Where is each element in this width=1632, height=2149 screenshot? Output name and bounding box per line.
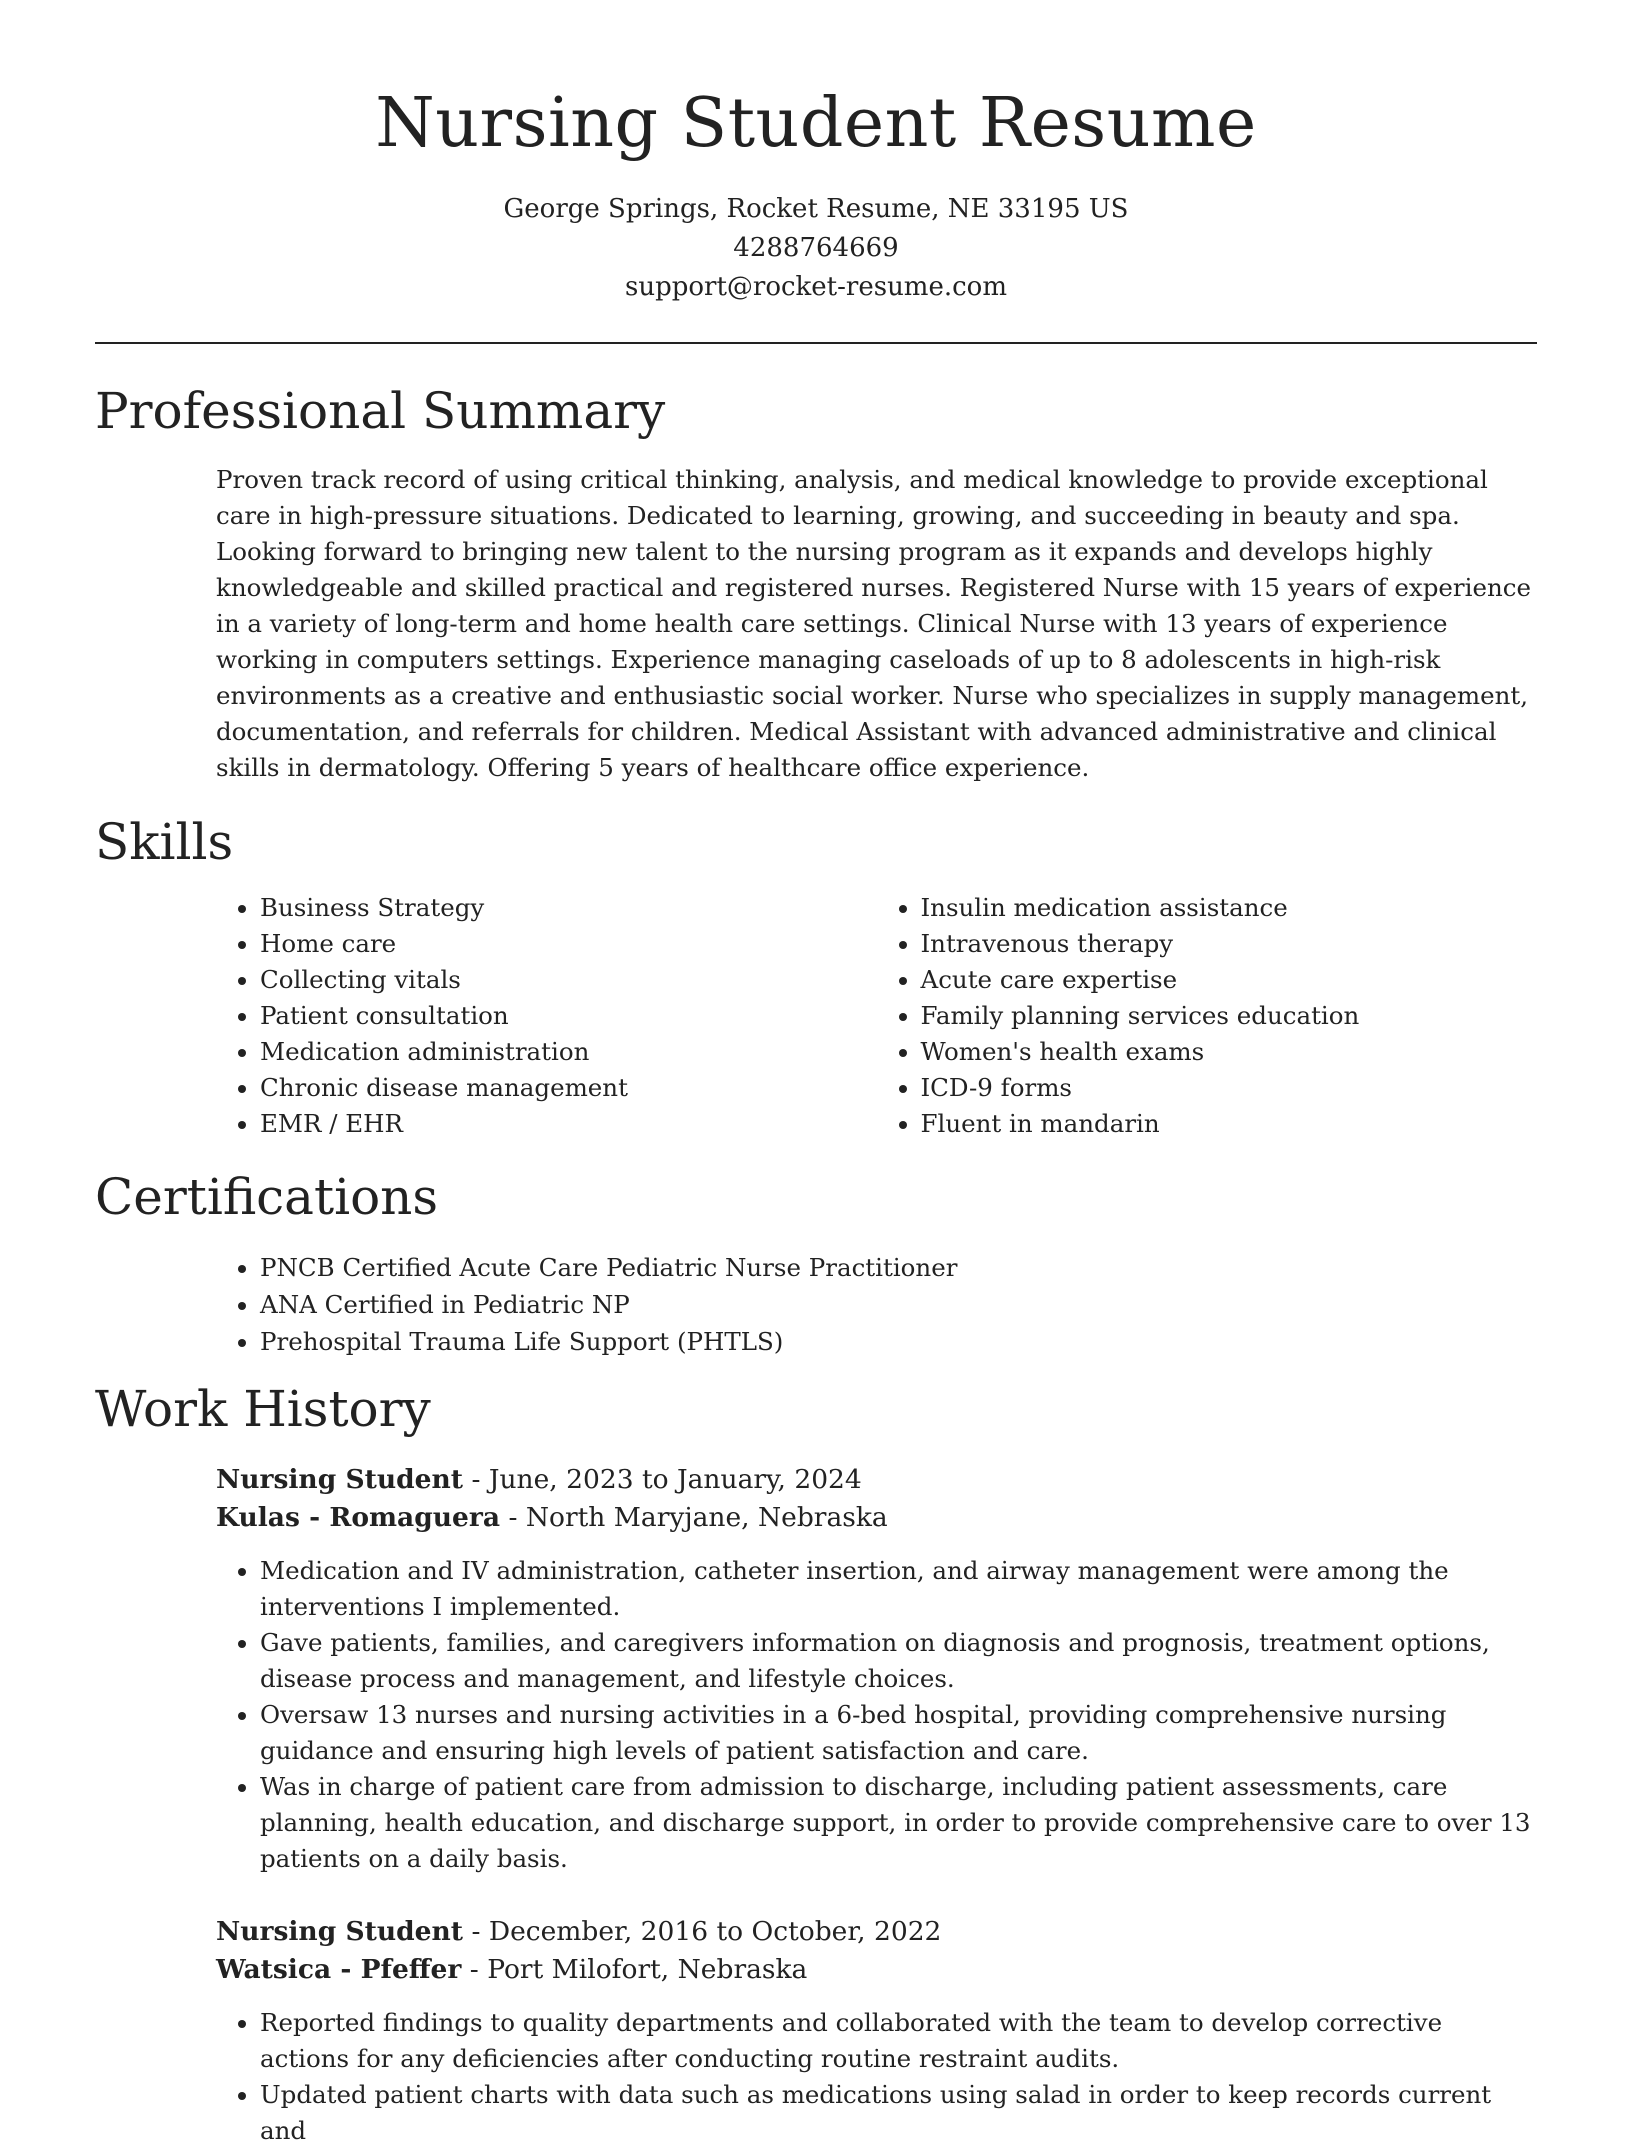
skill-item: • Fluent in mandarin	[921, 1106, 1538, 1142]
job-title: Nursing Student	[216, 1916, 464, 1947]
skill-item: • Chronic disease management	[260, 1070, 877, 1106]
job-title-line	[216, 1461, 1537, 1499]
work-history-heading: Work History	[95, 1380, 431, 1438]
job-company: Kulas - Romaguera	[216, 1502, 501, 1533]
contact-address: George Springs, Rocket Resume, NE 33195 US	[503, 194, 1129, 224]
skill-item: • ICD-9 forms	[921, 1070, 1538, 1106]
separator: -	[500, 1502, 526, 1533]
skill-item: • Business Strategy	[260, 890, 877, 926]
skill-item: • Acute care expertise	[921, 962, 1538, 998]
skill-item: • Medication administration	[260, 1034, 877, 1070]
job-company-line	[216, 1951, 1537, 1989]
job-company-line	[216, 1499, 1537, 1537]
summary-text: Proven track record of using critical thinking, analysis, and medical knowledge to provide exceptional care in high-pressure situations. Dedicated to learning, growing, and succeeding in beauty and spa. Looking forward to bringing new talent to the nursing program as it expands and develops highly knowledgeable and skilled practical and registered nurses. Registered Nurse with 15 years of experience in a variety of long-term and home health care settings. Clinical Nurse with 13 years of experience working in computers settings. Experience managing caseloads of up to 8 adolescents in high-risk environments as a creative and enthusiastic social worker. Nurse who specializes in supply management, documentation, and referrals for children. Medical Assistant with advanced administrative and clinical skills in dermatology. Offering 5 years of healthcare office experience.	[216, 465, 1531, 782]
job-title-line	[216, 1913, 1537, 1951]
skill-item: • Home care	[260, 926, 877, 962]
job-location: North Maryjane, Nebraska	[525, 1502, 888, 1533]
skill-item: • Women's health exams	[921, 1034, 1538, 1070]
skills-list-left	[216, 890, 877, 1142]
job-bullet: • Oversaw 13 nurses and nursing activities in a 6-bed hospital, providing comprehensive nursing guidance and ensuring high levels of patient satisfaction and care.	[260, 1697, 1537, 1769]
skill-item: • Intravenous therapy	[921, 926, 1538, 962]
skills-columns	[216, 890, 1537, 1142]
job-bullet: • Reported findings to quality departments and collaborated with the team to develop corrective actions for any deficiencies after conducting routine restraint audits.	[260, 2005, 1537, 2077]
job-company: Watsica - Pfeffer	[216, 1954, 462, 1985]
job-bullet: • Updated patient charts with data such as medications using salad in order to keep records current and	[260, 2077, 1537, 2149]
certification-item: • ANA Certified in Pediatric NP	[260, 1286, 1537, 1323]
certifications-heading: Certifications	[95, 1168, 439, 1226]
skills-heading: Skills	[95, 813, 234, 871]
skill-item: • Patient consultation	[260, 998, 877, 1034]
skill-item: • Collecting vitals	[260, 962, 877, 998]
job-entry	[216, 1913, 1537, 2149]
job-bullets	[216, 2005, 1537, 2149]
header-divider	[95, 342, 1537, 344]
skill-item: • EMR / EHR	[260, 1106, 877, 1142]
job-dates: June, 2023 to January, 2024	[488, 1464, 862, 1495]
certification-item: • Prehospital Trauma Life Support (PHTLS)	[260, 1323, 1537, 1360]
separator: -	[463, 1916, 489, 1947]
contact-phone: 4288764669	[733, 233, 899, 263]
resume-title: Nursing Student Resume	[375, 84, 1257, 163]
contact-email: support@rocket-resume.com	[624, 272, 1007, 302]
certification-item: • PNCB Certified Acute Care Pediatric Nurse Practitioner	[260, 1249, 1537, 1286]
job-bullet: • Medication and IV administration, catheter insertion, and airway management were among the interventions I implemented.	[260, 1553, 1537, 1625]
skill-item: • Insulin medication assistance	[921, 890, 1538, 926]
job-title: Nursing Student	[216, 1464, 464, 1495]
skill-item: • Family planning services education	[921, 998, 1538, 1034]
job-entry	[216, 1461, 1537, 1877]
job-bullet: • Gave patients, families, and caregivers information on diagnosis and prognosis, treatment options, disease process and management, and lifestyle choices.	[260, 1625, 1537, 1697]
job-bullet: • Was in charge of patient care from admission to discharge, including patient assessments, care planning, health education, and discharge support, in order to provide comprehensive care to over 13 patients on a daily basis.	[260, 1769, 1537, 1877]
skills-list-right	[877, 890, 1538, 1142]
certifications-list	[216, 1249, 1537, 1360]
job-dates: December, 2016 to October, 2022	[488, 1916, 942, 1947]
summary-heading: Professional Summary	[95, 382, 666, 440]
separator: -	[463, 1464, 489, 1495]
contact-block	[95, 190, 1537, 307]
separator: -	[461, 1954, 488, 1985]
job-bullets	[216, 1553, 1537, 1877]
job-location: Port Milofort, Nebraska	[487, 1954, 808, 1985]
